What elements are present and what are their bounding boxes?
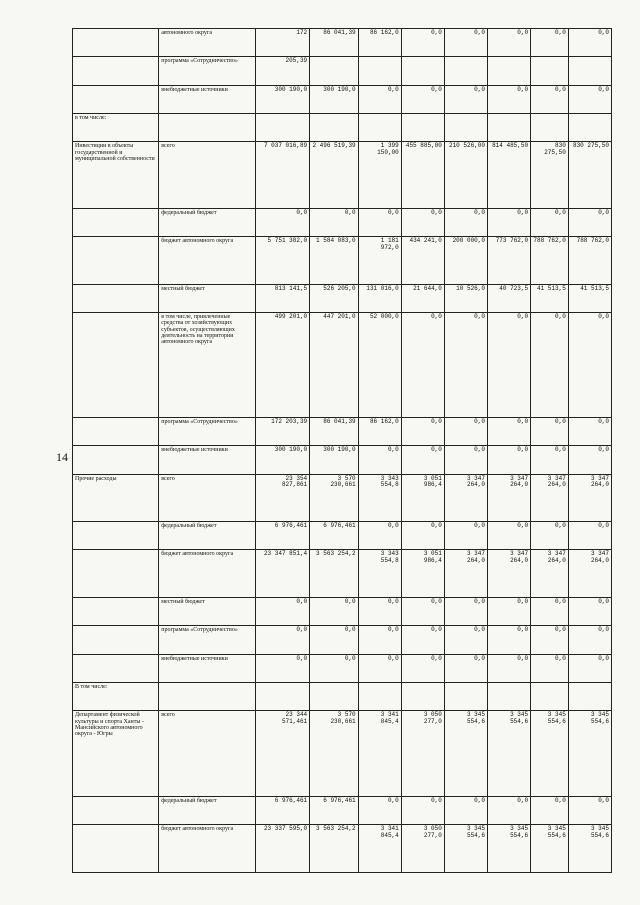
table-cell: программа «Сотрудничество» — [159, 57, 256, 85]
table-cell: 0,0 — [401, 654, 444, 682]
table-row — [73, 208, 612, 236]
table-cell — [73, 284, 159, 312]
table-cell: 0,0 — [568, 418, 611, 446]
table-cell: программа «Сотрудничество» — [159, 418, 256, 446]
table-cell: 0,0 — [444, 446, 487, 474]
table-cell: 3 347 264,0 — [568, 550, 611, 597]
table-cell: 6 976,461 — [310, 522, 359, 550]
table-cell: 0,0 — [444, 522, 487, 550]
table-cell: 0,0 — [358, 626, 401, 654]
table-cell: 0,0 — [531, 85, 569, 113]
table-row — [73, 418, 612, 446]
table-cell: 0,0 — [444, 654, 487, 682]
table-cell: 0,0 — [401, 797, 444, 825]
table-cell: 788 762,0 — [531, 237, 569, 284]
table-cell — [444, 682, 487, 710]
table-cell: 300 190,0 — [310, 446, 359, 474]
table-cell: 3 345 554,6 — [531, 825, 569, 873]
table-cell: 0,0 — [487, 797, 530, 825]
table-cell: 0,0 — [444, 418, 487, 446]
table-cell: бюджет автономного округа — [159, 550, 256, 597]
table-cell: Департамент физической культуры и спорта Ханты - Мансийского автономного округа - Югры — [73, 711, 159, 797]
table-cell: 41 513,5 — [531, 284, 569, 312]
table-cell: 434 241,0 — [401, 237, 444, 284]
table-cell: 0,0 — [568, 626, 611, 654]
table-cell: 0,0 — [568, 446, 611, 474]
table-row — [73, 142, 612, 209]
table-cell: 7 037 016,89 — [256, 142, 310, 209]
table-cell: 0,0 — [358, 522, 401, 550]
table-cell: федеральный бюджет — [159, 522, 256, 550]
table-cell — [73, 57, 159, 85]
table-cell — [401, 57, 444, 85]
table-cell — [531, 113, 569, 141]
table-cell — [73, 654, 159, 682]
table-row — [73, 237, 612, 284]
table-cell: федеральный бюджет — [159, 208, 256, 236]
table-cell: 3 570 230,661 — [310, 474, 359, 521]
table-cell — [73, 29, 159, 57]
table-cell — [159, 682, 256, 710]
table-cell: внебюджетные источники — [159, 85, 256, 113]
table-cell — [256, 682, 310, 710]
table-cell: в том числе: — [73, 113, 159, 141]
table-cell: 0,0 — [444, 313, 487, 418]
table-cell: 3 341 845,4 — [358, 711, 401, 797]
table-cell: 0,0 — [256, 597, 310, 625]
table-row — [73, 313, 612, 418]
table-row — [73, 711, 612, 797]
table-cell: 0,0 — [487, 626, 530, 654]
table-cell: 0,0 — [444, 85, 487, 113]
table-cell — [73, 797, 159, 825]
table-cell: 6 976,461 — [256, 522, 310, 550]
table-row — [73, 446, 612, 474]
table-cell — [358, 113, 401, 141]
table-cell — [531, 57, 569, 85]
table-cell — [73, 825, 159, 873]
table-cell: бюджет автономного округа — [159, 825, 256, 873]
table-cell: 1 399 150,00 — [358, 142, 401, 209]
table-cell: 3 341 845,4 — [358, 825, 401, 873]
table-cell: 172 — [256, 29, 310, 57]
table-cell — [73, 550, 159, 597]
table-cell: 0,0 — [531, 29, 569, 57]
table-cell: 3 347 264,0 — [487, 550, 530, 597]
table-cell: 0,0 — [568, 29, 611, 57]
table-cell: 3 050 277,0 — [401, 711, 444, 797]
table-cell: 0,0 — [444, 597, 487, 625]
table-cell: 0,0 — [487, 446, 530, 474]
table-cell: 52 000,0 — [358, 313, 401, 418]
table-cell: 3 345 554,6 — [444, 711, 487, 797]
table-cell — [401, 682, 444, 710]
table-cell: 10 526,0 — [444, 284, 487, 312]
table-cell: 0,0 — [487, 522, 530, 550]
table-cell: 0,0 — [568, 208, 611, 236]
table-cell: 210 526,00 — [444, 142, 487, 209]
table-cell: 3 345 554,6 — [487, 825, 530, 873]
table-cell: 813 141,5 — [256, 284, 310, 312]
table-cell: 0,0 — [531, 446, 569, 474]
table-cell: 0,0 — [487, 313, 530, 418]
table-cell — [310, 682, 359, 710]
table-cell: 0,0 — [444, 29, 487, 57]
budget-table-body — [73, 29, 612, 873]
table-cell: 172 203,39 — [256, 418, 310, 446]
table-cell: 0,0 — [487, 654, 530, 682]
table-cell: 447 201,0 — [310, 313, 359, 418]
table-cell: 0,0 — [256, 626, 310, 654]
table-cell: 830 275,50 — [531, 142, 569, 209]
table-cell — [487, 57, 530, 85]
table-cell: 814 485,50 — [487, 142, 530, 209]
table-cell: автономного округа — [159, 29, 256, 57]
table-cell: бюджет автономного округа — [159, 237, 256, 284]
table-row — [73, 522, 612, 550]
table-cell: В том числе: — [73, 682, 159, 710]
table-cell: 0,0 — [531, 313, 569, 418]
table-cell — [444, 57, 487, 85]
table-cell: 23 354 827,861 — [256, 474, 310, 521]
table-cell: 3 563 254,2 — [310, 550, 359, 597]
table-cell: 0,0 — [358, 654, 401, 682]
table-cell — [568, 113, 611, 141]
table-row — [73, 597, 612, 625]
table-cell: 0,0 — [487, 208, 530, 236]
table-cell: 0,0 — [310, 654, 359, 682]
table-cell: 131 016,0 — [358, 284, 401, 312]
table-cell: Инвестиции в объекты государственной и муниципальной собственности — [73, 142, 159, 209]
table-cell — [310, 113, 359, 141]
table-cell — [358, 682, 401, 710]
table-cell: 830 275,50 — [568, 142, 611, 209]
table-cell: 3 347 264,0 — [568, 474, 611, 521]
table-cell: 0,0 — [568, 797, 611, 825]
table-cell: 0,0 — [568, 597, 611, 625]
table-cell: 0,0 — [401, 446, 444, 474]
table-cell — [159, 113, 256, 141]
table-cell — [568, 682, 611, 710]
table-cell: 0,0 — [531, 626, 569, 654]
table-row — [73, 113, 612, 141]
table-row — [73, 654, 612, 682]
table-cell: 3 347 264,0 — [487, 474, 530, 521]
table-cell — [73, 85, 159, 113]
table-cell: 0,0 — [310, 208, 359, 236]
table-cell: 0,0 — [358, 85, 401, 113]
table-cell: 3 345 554,6 — [487, 711, 530, 797]
table-row — [73, 284, 612, 312]
table-cell: внебюджетные источники — [159, 446, 256, 474]
table-cell: 0,0 — [310, 597, 359, 625]
table-cell: 0,0 — [358, 597, 401, 625]
table-cell: 0,0 — [568, 313, 611, 418]
table-cell: 3 345 554,6 — [444, 825, 487, 873]
table-cell: внебюджетные источники — [159, 654, 256, 682]
table-cell — [444, 113, 487, 141]
table-cell: 0,0 — [401, 85, 444, 113]
table-cell: 0,0 — [401, 208, 444, 236]
table-cell: 0,0 — [531, 797, 569, 825]
table-row — [73, 29, 612, 57]
table-cell — [358, 57, 401, 85]
table-cell: 0,0 — [358, 797, 401, 825]
table-cell: 3 570 230,661 — [310, 711, 359, 797]
table-cell — [487, 682, 530, 710]
table-row — [73, 85, 612, 113]
table-cell: 0,0 — [401, 29, 444, 57]
table-cell: 86 162,0 — [358, 418, 401, 446]
table-cell: 205,39 — [256, 57, 310, 85]
table-row — [73, 474, 612, 521]
table-cell: 23 337 595,0 — [256, 825, 310, 873]
table-cell — [310, 57, 359, 85]
table-cell: 300 190,0 — [310, 85, 359, 113]
table-cell: всего — [159, 474, 256, 521]
table-cell: федеральный бюджет — [159, 797, 256, 825]
table-cell: 3 347 264,0 — [531, 474, 569, 521]
table-cell: 3 347 264,0 — [444, 474, 487, 521]
table-cell — [73, 313, 159, 418]
table-cell: 3 345 554,6 — [568, 711, 611, 797]
table-cell: 0,0 — [358, 446, 401, 474]
table-cell: всего — [159, 142, 256, 209]
table-cell — [73, 626, 159, 654]
table-cell: 3 050 277,0 — [401, 825, 444, 873]
table-cell — [73, 522, 159, 550]
table-cell: 2 496 519,39 — [310, 142, 359, 209]
table-cell: 3 347 264,0 — [531, 550, 569, 597]
table-cell: 1 181 972,0 — [358, 237, 401, 284]
table-cell: 0,0 — [487, 29, 530, 57]
table-cell: 0,0 — [487, 597, 530, 625]
table-cell: 455 885,00 — [401, 142, 444, 209]
table-cell: 499 201,0 — [256, 313, 310, 418]
table-cell: 0,0 — [358, 208, 401, 236]
table-cell: 526 205,0 — [310, 284, 359, 312]
table-cell: 0,0 — [531, 418, 569, 446]
table-cell: 300 190,0 — [256, 446, 310, 474]
table-cell — [73, 418, 159, 446]
table-cell: 0,0 — [401, 418, 444, 446]
table-cell: 3 051 986,4 — [401, 474, 444, 521]
table-cell: 0,0 — [256, 208, 310, 236]
table-cell: всего — [159, 711, 256, 797]
table-cell: 0,0 — [568, 85, 611, 113]
table-cell: 0,0 — [401, 626, 444, 654]
table-cell: в том числе, привлеченные средства от хозяйствующих субъектов, осуществляющих деятельность на территории автономного округа — [159, 313, 256, 418]
table-cell: 300 190,0 — [256, 85, 310, 113]
table-cell: 6 976,461 — [256, 797, 310, 825]
table-row — [73, 57, 612, 85]
table-cell: 3 345 554,6 — [568, 825, 611, 873]
table-row — [73, 797, 612, 825]
table-cell: 3 345 554,6 — [531, 711, 569, 797]
table-cell: 788 762,0 — [568, 237, 611, 284]
table-container — [72, 28, 612, 873]
table-cell: 0,0 — [310, 626, 359, 654]
table-cell — [73, 208, 159, 236]
table-cell: 0,0 — [487, 418, 530, 446]
table-cell — [256, 113, 310, 141]
table-cell: 0,0 — [531, 654, 569, 682]
table-cell: 0,0 — [444, 797, 487, 825]
table-cell: 3 343 554,8 — [358, 550, 401, 597]
table-cell: 0,0 — [487, 85, 530, 113]
table-cell: 5 751 382,0 — [256, 237, 310, 284]
table-row — [73, 825, 612, 873]
table-cell: Прочие расходы — [73, 474, 159, 521]
table-cell: 86 041,39 — [310, 418, 359, 446]
table-cell: 0,0 — [401, 522, 444, 550]
table-cell: 86 162,0 — [358, 29, 401, 57]
page-number: 14 — [56, 450, 68, 464]
table-cell — [568, 57, 611, 85]
table-cell: 6 976,461 — [310, 797, 359, 825]
table-cell: 1 584 083,0 — [310, 237, 359, 284]
table-cell: 0,0 — [256, 654, 310, 682]
table-cell: 0,0 — [401, 313, 444, 418]
table-cell: 0,0 — [568, 654, 611, 682]
table-cell: 3 051 986,4 — [401, 550, 444, 597]
table-row — [73, 550, 612, 597]
table-cell: 0,0 — [568, 522, 611, 550]
table-cell: местный бюджет — [159, 597, 256, 625]
table-cell: 3 563 254,2 — [310, 825, 359, 873]
table-cell: программа «Сотрудничество» — [159, 626, 256, 654]
table-cell: 86 041,39 — [310, 29, 359, 57]
budget-table — [72, 28, 612, 873]
table-cell: 3 343 554,8 — [358, 474, 401, 521]
table-cell — [73, 237, 159, 284]
table-cell: 0,0 — [444, 626, 487, 654]
table-cell — [73, 446, 159, 474]
table-cell: 773 762,0 — [487, 237, 530, 284]
table-cell: 21 644,0 — [401, 284, 444, 312]
table-cell: 0,0 — [444, 208, 487, 236]
table-cell: 0,0 — [531, 208, 569, 236]
table-cell: 3 347 264,0 — [444, 550, 487, 597]
table-cell: местный бюджет — [159, 284, 256, 312]
table-cell — [401, 113, 444, 141]
table-cell — [73, 597, 159, 625]
table-cell: 200 000,0 — [444, 237, 487, 284]
table-cell — [487, 113, 530, 141]
table-cell: 23 344 571,461 — [256, 711, 310, 797]
table-row — [73, 626, 612, 654]
table-cell: 41 513,5 — [568, 284, 611, 312]
table-cell: 40 723,5 — [487, 284, 530, 312]
table-cell: 0,0 — [401, 597, 444, 625]
table-cell: 0,0 — [531, 597, 569, 625]
table-cell: 23 347 851,4 — [256, 550, 310, 597]
table-cell: 0,0 — [531, 522, 569, 550]
table-cell — [531, 682, 569, 710]
table-row — [73, 682, 612, 710]
